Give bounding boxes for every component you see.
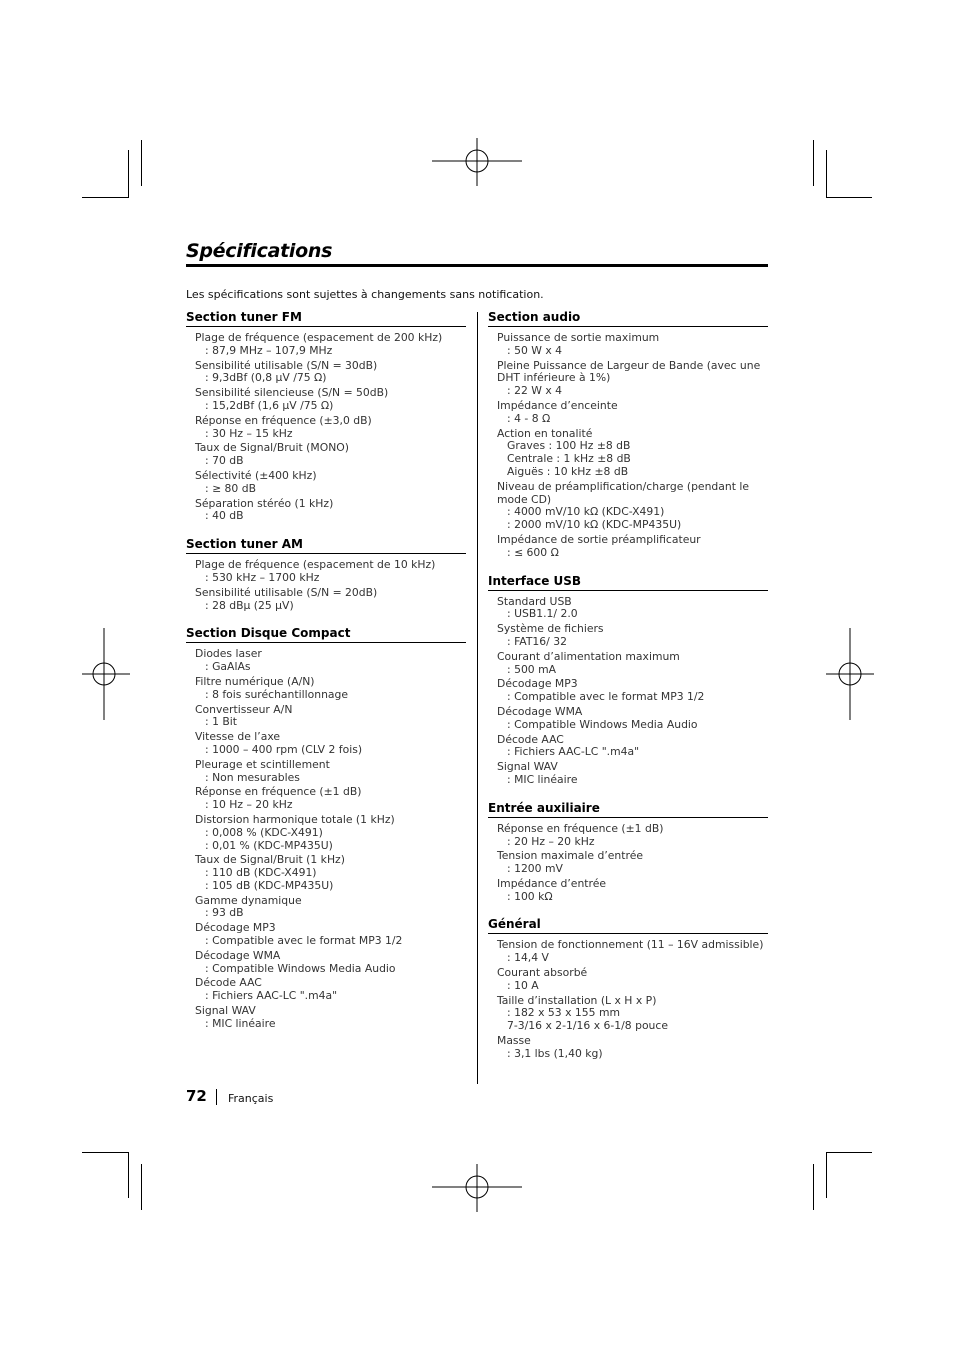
crop-mark [813, 1164, 814, 1210]
spec-value: : Fichiers AAC-LC ".m4a" [205, 989, 338, 1003]
spec-item [186, 360, 466, 386]
registration-mark-right [826, 628, 874, 720]
crop-mark [128, 1152, 129, 1198]
spec-item [488, 995, 768, 1033]
spec-label: Sensibilité utilisable (S/N = 30dB) [195, 358, 378, 372]
spec-value: : 105 dB (KDC-MP435U) [205, 878, 334, 892]
spec-label: Réponse en fréquence (±3,0 dB) [195, 413, 372, 427]
spec-value: : 530 kHz – 1700 kHz [205, 570, 320, 584]
spec-label: Réponse en fréquence (±1 dB) [195, 785, 362, 799]
spec-item [186, 950, 466, 976]
spec-item [488, 428, 768, 479]
spec-value: : 110 dB (KDC-X491) [205, 866, 317, 880]
section-heading: Entrée auxiliaire [488, 801, 768, 818]
spec-item [488, 761, 768, 787]
spec-label: Réponse en fréquence (±1 dB) [497, 821, 664, 835]
spec-label: Pleurage et scintillement [195, 757, 330, 771]
page-number: 72 [186, 1087, 207, 1105]
spec-label: Vitesse de l’axe [195, 730, 281, 744]
spec-item [186, 922, 466, 948]
title-rule [186, 264, 768, 267]
crop-mark [141, 1164, 142, 1210]
spec-item [488, 939, 768, 965]
spec-item [488, 332, 768, 358]
column-divider [477, 312, 478, 1084]
spec-label: Masse [497, 1034, 531, 1048]
spec-item [186, 587, 466, 613]
spec-value: : 50 W x 4 [507, 343, 563, 357]
spec-item [186, 648, 466, 674]
spec-value: : 0,008 % (KDC-X491) [205, 825, 323, 839]
spec-label: Courant absorbé [497, 966, 588, 980]
spec-label: Système de fichiers [497, 622, 604, 636]
section-heading: Section Disque Compact [186, 626, 466, 643]
spec-value: : Compatible Windows Media Audio [205, 961, 396, 975]
spec-label: Taux de Signal/Bruit (MONO) [195, 441, 349, 455]
spec-label: Diodes laser [195, 647, 262, 661]
spec-label: Taille d’installation (L x H x P) [497, 993, 657, 1007]
spec-value: : 28 dBµ (25 µV) [205, 598, 294, 612]
spec-value: : Compatible avec le format MP3 1/2 [205, 934, 403, 948]
spec-section [488, 801, 768, 904]
spec-item [186, 1005, 466, 1031]
spec-item [186, 854, 466, 892]
spec-label: Standard USB [497, 594, 572, 608]
page-title: Spécifications [186, 240, 333, 262]
spec-item [186, 415, 466, 441]
spec-value: : Compatible Windows Media Audio [507, 717, 698, 731]
spec-label: Convertisseur A/N [195, 702, 293, 716]
right-column [488, 310, 768, 1075]
spec-item [488, 623, 768, 649]
spec-value: : 9,3dBf (0,8 µV /75 Ω) [205, 371, 327, 385]
spec-section [488, 917, 768, 1060]
spec-value: : 3,1 lbs (1,40 kg) [507, 1046, 603, 1060]
spec-value: : 15,2dBf (1,6 µV /75 Ω) [205, 398, 334, 412]
crop-mark [826, 197, 872, 198]
spec-label: Décodage WMA [195, 948, 281, 962]
spec-value: : 1200 mV [507, 862, 563, 876]
spec-value: 7-3/16 x 2-1/16 x 6-1/8 pouce [507, 1019, 668, 1033]
spec-label: Tension de fonctionnement (11 – 16V admissible) [497, 938, 764, 952]
left-column [186, 310, 466, 1045]
spec-label: Décodage MP3 [195, 921, 276, 935]
spec-item [186, 759, 466, 785]
spec-value: : 500 mA [507, 662, 557, 676]
spec-value: : 70 dB [205, 454, 244, 468]
spec-value: : Fichiers AAC-LC ".m4a" [507, 745, 640, 759]
spec-label: Plage de fréquence (espacement de 10 kHz) [195, 558, 436, 572]
spec-item [488, 706, 768, 732]
crop-mark [813, 140, 814, 186]
spec-section [488, 310, 768, 560]
footer-language: Français [228, 1092, 274, 1105]
spec-label: Action en tonalité [497, 426, 593, 440]
registration-mark-top [432, 138, 524, 186]
spec-label: Impédance d’entrée [497, 876, 607, 890]
spec-item [186, 731, 466, 757]
spec-item [186, 895, 466, 921]
spec-value: : 93 dB [205, 906, 244, 920]
section-heading: Interface USB [488, 574, 768, 591]
crop-mark [82, 197, 128, 198]
spec-item [488, 734, 768, 760]
spec-item [186, 676, 466, 702]
spec-label: Distorsion harmonique totale (1 kHz) [195, 812, 395, 826]
spec-value: : 1000 – 400 rpm (CLV 2 fois) [205, 742, 363, 756]
registration-mark-left [82, 628, 130, 720]
spec-value: : GaAlAs [205, 660, 251, 674]
spec-section [488, 574, 768, 787]
spec-value: : 40 dB [205, 509, 244, 523]
spec-item [488, 678, 768, 704]
spec-value: : Compatible avec le format MP3 1/2 [507, 690, 705, 704]
spec-label: Filtre numérique (A/N) [195, 674, 315, 688]
spec-item [488, 823, 768, 849]
spec-label: Impédance de sortie préamplificateur [497, 532, 701, 546]
spec-item [488, 596, 768, 622]
spec-item [186, 387, 466, 413]
spec-value: : Non mesurables [205, 770, 300, 784]
spec-value: : 8 fois suréchantillonnage [205, 687, 349, 701]
spec-item [488, 967, 768, 993]
spec-label: Courant d’alimentation maximum [497, 649, 680, 663]
spec-label: Décodage MP3 [497, 677, 578, 691]
spec-label: Plage de fréquence (espacement de 200 kHz) [195, 331, 443, 344]
crop-mark [141, 140, 142, 186]
spec-value: : 2000 mV/10 kΩ (KDC-MP435U) [507, 518, 682, 532]
spec-subvalue: Centrale : 1 kHz ±8 dB [507, 452, 631, 466]
crop-mark [826, 150, 827, 198]
spec-value: : FAT16/ 32 [507, 634, 567, 648]
crop-mark [82, 1152, 128, 1153]
spec-item [488, 534, 768, 560]
spec-item [186, 704, 466, 730]
crop-mark [826, 1152, 827, 1198]
spec-item [186, 442, 466, 468]
spec-item [186, 332, 466, 358]
spec-label: Tension maximale d’entrée [497, 849, 643, 863]
spec-label: Puissance de sortie maximum [497, 331, 660, 344]
intro-text: Les spécifications sont sujettes à changements sans notification. [186, 288, 544, 301]
spec-label: Sélectivité (±400 kHz) [195, 468, 317, 482]
section-heading: Section audio [488, 310, 768, 327]
spec-label: Décode AAC [195, 976, 262, 990]
spec-value: : 100 kΩ [507, 889, 553, 903]
spec-value: : 22 W x 4 [507, 384, 563, 398]
spec-item [186, 814, 466, 852]
spec-label: Séparation stéréo (1 kHz) [195, 496, 334, 510]
section-heading: Section tuner AM [186, 537, 466, 554]
spec-value: : 4 - 8 Ω [507, 411, 551, 425]
crop-mark [826, 1152, 872, 1153]
spec-item [488, 481, 768, 532]
spec-value: : 30 Hz – 15 kHz [205, 426, 293, 440]
spec-item [186, 498, 466, 524]
spec-label: Gamme dynamique [195, 893, 302, 907]
spec-label: Sensibilité utilisable (S/N = 20dB) [195, 585, 378, 599]
spec-item [488, 850, 768, 876]
spec-label: Pleine Puissance de Largeur de Bande (avec une DHT inférieure à 1%) [497, 358, 761, 385]
spec-value: : 10 A [507, 978, 539, 992]
spec-item [186, 977, 466, 1003]
spec-value: : MIC linéaire [205, 1016, 276, 1030]
spec-section [186, 626, 466, 1030]
spec-value: : 14,4 V [507, 951, 549, 965]
spec-item [488, 400, 768, 426]
spec-value: : MIC linéaire [507, 772, 578, 786]
spec-label: Niveau de préamplification/charge (pendant le mode CD) [497, 479, 750, 506]
section-heading: Section tuner FM [186, 310, 466, 327]
spec-label: Décodage WMA [497, 704, 583, 718]
spec-label: Taux de Signal/Bruit (1 kHz) [195, 853, 345, 867]
spec-label: Décode AAC [497, 732, 564, 746]
spec-label: Sensibilité silencieuse (S/N = 50dB) [195, 386, 389, 400]
spec-value: : ≥ 80 dB [205, 481, 256, 495]
spec-label: Signal WAV [195, 1004, 256, 1018]
spec-value: : 4000 mV/10 kΩ (KDC-X491) [507, 505, 665, 519]
crop-mark [128, 150, 129, 198]
spec-value: : 87,9 MHz – 107,9 MHz [205, 343, 333, 357]
spec-value: : ≤ 600 Ω [507, 545, 559, 559]
registration-mark-bottom [432, 1164, 524, 1212]
spec-value: : 10 Hz – 20 kHz [205, 798, 293, 812]
spec-value: : 20 Hz – 20 kHz [507, 834, 595, 848]
spec-subvalue: Graves : 100 Hz ±8 dB [507, 439, 631, 453]
spec-item [186, 559, 466, 585]
footer-separator [216, 1089, 217, 1105]
spec-value: : 0,01 % (KDC-MP435U) [205, 838, 333, 852]
spec-item [488, 651, 768, 677]
spec-item [186, 786, 466, 812]
spec-section [186, 310, 466, 523]
spec-section [186, 537, 466, 612]
spec-value: : 182 x 53 x 155 mm [507, 1006, 620, 1020]
spec-item [186, 470, 466, 496]
spec-value: : USB1.1/ 2.0 [507, 607, 578, 621]
spec-value: : 1 Bit [205, 715, 238, 729]
spec-item [488, 360, 768, 398]
section-heading: Général [488, 917, 768, 934]
spec-label: Signal WAV [497, 760, 558, 774]
spec-label: Impédance d’enceinte [497, 398, 618, 412]
spec-subvalue: Aiguës : 10 kHz ±8 dB [507, 464, 629, 478]
spec-item [488, 878, 768, 904]
spec-item [488, 1035, 768, 1061]
